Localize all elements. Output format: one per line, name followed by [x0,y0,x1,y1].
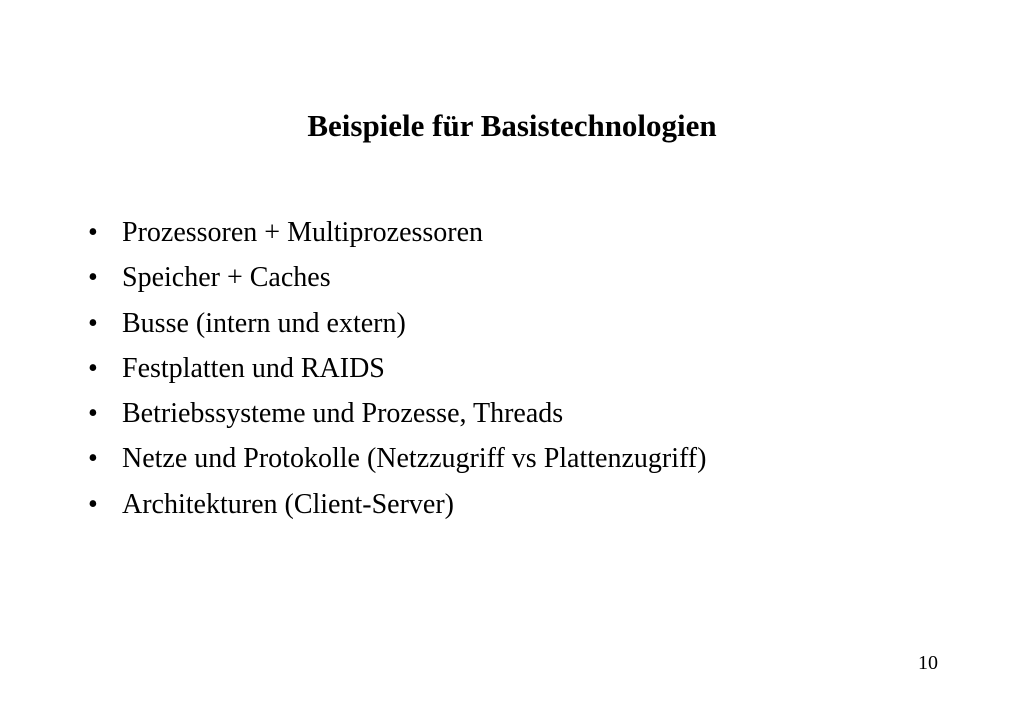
slide-title: Beispiele für Basistechnologien [307,108,717,143]
bullet-text: Prozessoren + Multiprozessoren [122,217,484,248]
bullet-icon: • [88,398,98,430]
bullet-icon: • [88,262,98,294]
page-number: 10 [918,652,938,674]
bullet-icon: • [88,488,98,520]
bullet-text: Speicher + Caches [122,262,331,294]
bullet-icon: • [88,352,98,384]
bullet-icon: • [88,217,98,248]
bullet-icon: • [88,307,98,339]
bullet-text: Netze und Protokolle (Netzzugriff vs Plattenzugriff) [122,443,707,475]
bullet-text: Betriebssysteme und Prozesse, Threads [122,398,564,430]
bullet-text: Festplatten und RAIDS [122,352,385,384]
bullet-text: Busse (intern und extern) [122,307,406,339]
bullet-text: Architekturen (Client-Server) [122,488,454,520]
bullet-icon: • [88,443,98,475]
